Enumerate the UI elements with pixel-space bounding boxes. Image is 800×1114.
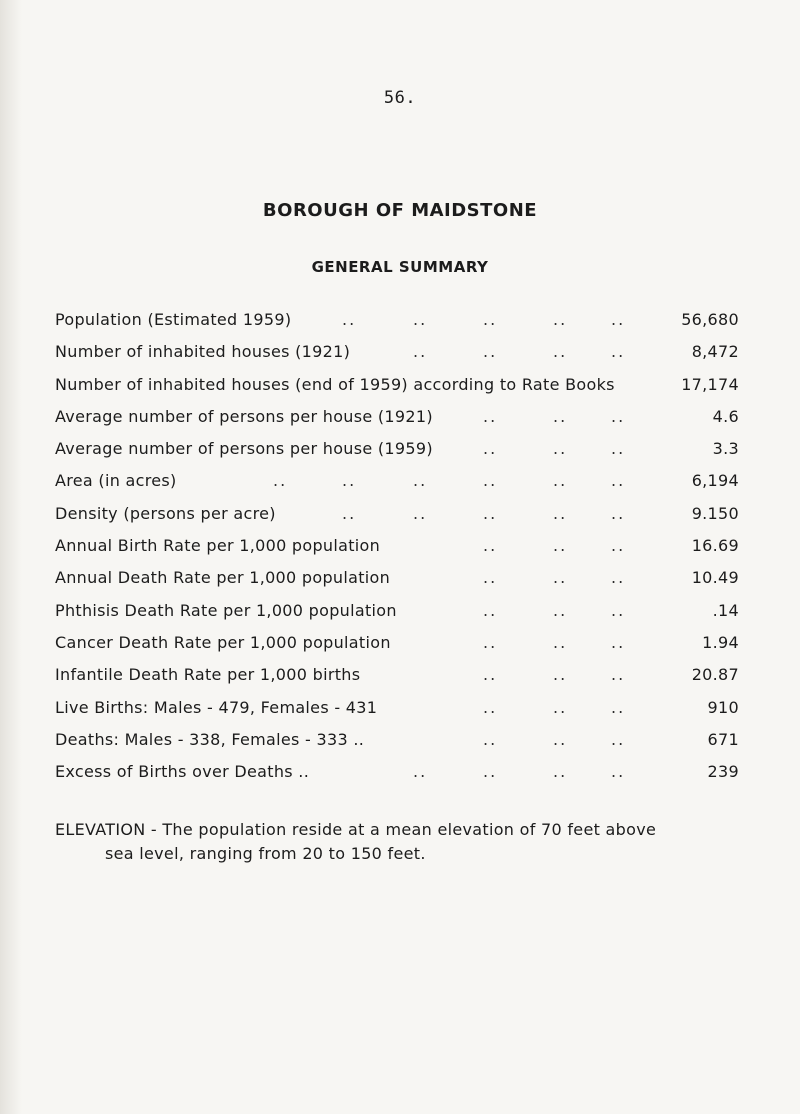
row-value: 56,680 [681,310,739,329]
leader-dots: .. [611,665,626,685]
summary-row [55,730,739,762]
row-label: Area (in acres) [55,471,177,491]
row-label: Excess of Births over Deaths .. [55,762,310,782]
row-value: 16.69 [691,536,739,556]
row-value: 239 [707,762,739,782]
leader-dots: .. [611,568,626,588]
elevation-line-1: ELEVATION - The population reside at a mean elevation of 70 feet above [55,820,657,839]
leader-dots: .. [342,471,357,491]
document-title: BOROUGH OF MAIDSTONE [262,200,538,221]
leader-dots: .. [553,406,568,426]
leader-dots: .. [483,600,498,620]
leader-dots: .. [553,503,568,523]
leader-dots: .. [611,503,626,523]
leader-dots: .. [553,632,568,652]
row-value: 10.49 [691,568,739,588]
summary-table [55,310,739,794]
summary-row [55,375,739,407]
leader-dots: .. [413,310,428,329]
row-label: Cancer Death Rate per 1,000 population [55,632,391,652]
summary-row [55,568,739,600]
row-value: 671 [707,729,739,749]
row-value: 20.87 [691,665,739,685]
leader-dots: .. [483,632,498,652]
row-label: Number of inhabited houses (1921) [55,342,351,362]
summary-row [55,536,739,568]
leader-dots: .. [483,762,498,782]
leader-dots: .. [611,762,626,782]
leader-dots: .. [483,310,498,329]
row-value: 17,174 [681,374,739,394]
leader-dots: .. [483,406,498,426]
row-label: Infantile Death Rate per 1,000 births [55,665,361,685]
summary-row [55,633,739,665]
leader-dots: .. [553,762,568,782]
row-value: 9.150 [691,503,739,523]
elevation-line-2: sea level, ranging from 20 to 150 feet. [105,844,426,863]
leader-dots: .. [483,568,498,588]
leader-dots: .. [611,729,626,749]
leader-dots: .. [483,665,498,685]
summary-row [55,698,739,730]
leader-dots: .. [553,310,568,329]
leader-dots: .. [553,568,568,588]
leader-dots: .. [342,503,357,523]
leader-dots: .. [611,600,626,620]
leader-dots: .. [483,536,498,556]
leader-dots: .. [483,697,498,717]
leader-dots: .. [611,697,626,717]
leader-dots: .. [611,342,626,362]
summary-row [55,310,739,342]
leader-dots: .. [553,536,568,556]
row-label: Phthisis Death Rate per 1,000 population [55,600,397,620]
leader-dots: .. [553,600,568,620]
leader-dots: .. [483,342,498,362]
row-label: Average number of persons per house (1959) [55,439,433,459]
leader-dots: .. [483,471,498,491]
row-label: Number of inhabited houses (end of 1959) according to Rate Books [55,374,615,394]
page-number: 56. [383,88,417,108]
leader-dots: .. [553,471,568,491]
row-value: 910 [707,697,739,717]
row-label: Deaths: Males - 338, Females - 333 .. [55,729,365,749]
leader-dots: .. [273,471,288,491]
summary-row [55,342,739,374]
elevation-note [55,818,755,866]
leader-dots: .. [413,503,428,523]
leader-dots: .. [553,342,568,362]
row-value: 6,194 [691,471,739,491]
leader-dots: .. [483,439,498,459]
row-label: Annual Birth Rate per 1,000 population [55,536,381,556]
leader-dots: .. [611,310,626,329]
document-subtitle: GENERAL SUMMARY [311,258,489,276]
leader-dots: .. [483,503,498,523]
leader-dots: .. [553,697,568,717]
summary-row [55,439,739,471]
summary-row [55,601,739,633]
summary-row [55,665,739,697]
row-value: 4.6 [712,406,739,426]
row-label: Population (Estimated 1959) [55,310,292,329]
row-label: Live Births: Males - 479, Females - 431 [55,697,378,717]
leader-dots: .. [483,729,498,749]
leader-dots: .. [611,632,626,652]
leader-dots: .. [553,439,568,459]
row-value: 3.3 [712,439,739,459]
row-label: Density (persons per acre) [55,503,276,523]
leader-dots: .. [342,310,357,329]
summary-row [55,407,739,439]
leader-dots: .. [611,406,626,426]
leader-dots: .. [611,536,626,556]
row-label: Annual Death Rate per 1,000 population [55,568,391,588]
summary-row [55,471,739,503]
page-edge-shadow [0,0,22,1114]
row-value: .14 [712,600,739,620]
leader-dots: .. [611,471,626,491]
leader-dots: .. [413,342,428,362]
summary-row [55,504,739,536]
leader-dots: .. [413,762,428,782]
leader-dots: .. [611,439,626,459]
row-value: 1.94 [702,632,739,652]
leader-dots: .. [553,665,568,685]
row-value: 8,472 [691,342,739,362]
leader-dots: .. [553,729,568,749]
leader-dots: .. [413,471,428,491]
row-label: Average number of persons per house (1921) [55,406,433,426]
summary-row [55,762,739,794]
